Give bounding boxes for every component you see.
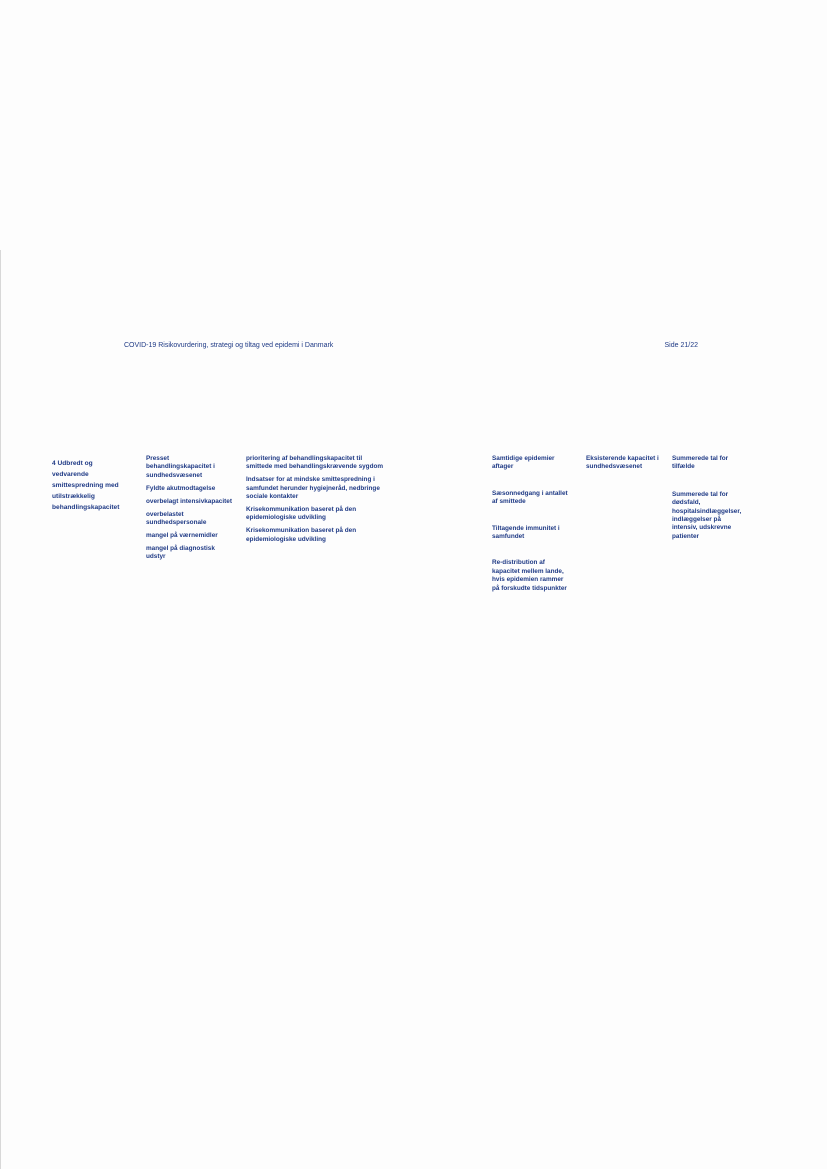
challenge-item: Presset behandlingskapacitet i sundhedsvæsenet: [146, 455, 215, 479]
challenge-item: Fyldte akutmodtagelse: [146, 484, 216, 492]
indicator-item: Summerede tal for dødsfald, hospitalsindlæggelser, indlæggelser på intensiv, udskrevne patienter: [672, 490, 742, 540]
challenge-item: mangel på værnemidler: [146, 531, 218, 539]
action-item: Indsatser for at mindske smittespredning i samfundet herunder hygiejneråd, nedbringe sociale kontakter: [246, 476, 380, 501]
factor-item: Re-distribution af kapacitet mellem lande, hvis epidemien rammer på forskudte tidspunkter: [492, 559, 567, 592]
factor-item: Sæsonnedgang i antallet af smittede: [492, 489, 568, 506]
factor-item: Tiltagende immunitet i samfundet: [492, 524, 560, 541]
phase-cell: [52, 458, 130, 513]
page-number: Side 21/22: [664, 342, 698, 349]
factor-item: Samtidige epidemier aftager: [492, 455, 555, 471]
indicator-item: Summerede tal for tilfælde: [672, 455, 729, 471]
action-item: Krisekommunikation baseret på den epidemiologiske udvikling: [246, 506, 357, 522]
phase-label: 4 Udbredt og vedvarende smittespredning med utilstrækkelig behandlingskapacitet: [52, 460, 120, 511]
challenges-cell: [146, 455, 232, 566]
challenge-item: overbelagt intensivkapacitet: [146, 497, 232, 505]
actions-cell: [246, 455, 386, 549]
indicators-cell: [672, 455, 748, 541]
factors-cell: [492, 455, 570, 593]
document-title: COVID-19 Risikovurdering, strategi og tiltag ved epidemi i Danmark: [124, 342, 334, 349]
capacity-cell: [586, 455, 660, 476]
action-item: Krisekommunikation baseret på den epidemiologiske udvikling: [246, 527, 357, 543]
challenge-item: mangel på diagnostisk udstyr: [146, 544, 215, 561]
page-header: [124, 342, 698, 349]
page-edge: [0, 250, 1, 1169]
challenge-item: overbelastet sundhedspersonale: [146, 510, 207, 526]
action-item: prioritering af behandlingskapacitet til smittede med behandlingskrævende sygdom: [246, 455, 384, 471]
capacity-item: Eksisterende kapacitet i sundhedsvæsenet: [586, 455, 659, 471]
